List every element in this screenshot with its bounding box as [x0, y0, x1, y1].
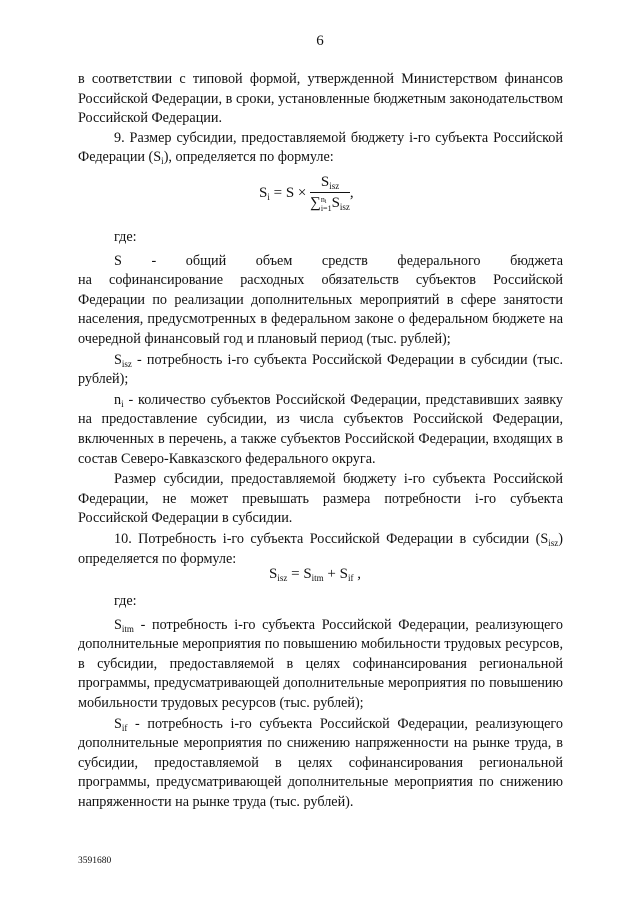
- definition-S-rest: на софинансирование расходных обязательств субъектов Российской Федерации по реализации дополнительных мероприятий в сфере занятости населения, предусмотренных в федеральном законе о федеральном бюджете на очередной финансовый год и плановый период (тыс. рублей);: [78, 272, 563, 347]
- definition-text: - потребность i-го субъекта Российской Федерации, реализующего дополнительные мероприятия по снижению напряженности на рынке труда, в субсидии, предоставляемой в целях софинансирования региональной программы, предусматривающей дополнительные мероприятия по снижению напряженности на рынке труда (тыс. рублей).: [78, 715, 563, 810]
- sum-upper: [321, 195, 332, 204]
- text-block-definitions: [78, 228, 563, 569]
- definition-text: - потребность i-го субъекта Российской Федерации в субсидии (тыс. рублей);: [78, 351, 563, 388]
- sum-lower: i=1: [320, 203, 332, 213]
- text-block-bottom: [78, 592, 563, 813]
- numerator-symbol: S: [320, 174, 330, 190]
- denominator-symbol: S: [331, 195, 340, 211]
- formula-symbol: S: [259, 184, 268, 201]
- subscript: isz: [121, 358, 132, 369]
- paragraph-continuation: в соответствии с типовой формой, утвержденной Министерством финансов Российской Федерации, в сроки, установленные бюджетным законодательством Российской Федерации.: [78, 71, 563, 127]
- formula-symbol: S: [303, 566, 312, 582]
- formula-need: [269, 566, 361, 583]
- definition-text: - количество субъектов Российской Федерации, представивших заявку на предоставление субсидии, из числа субъектов Российской Федерации, включенных в перечень, а также субъектов Российской Федерации, входящих в состав Северо-Кавказского федерального округа.: [78, 391, 563, 467]
- formula-fraction: [310, 174, 350, 213]
- symbol: S: [114, 715, 122, 732]
- formula-operator: = S ×: [269, 184, 311, 201]
- symbol: S: [114, 616, 122, 633]
- document-code: 3591680: [78, 856, 112, 866]
- definition-Sif: [78, 715, 563, 813]
- formula-subsidy: [259, 174, 354, 213]
- subscript: isz: [548, 537, 559, 548]
- formula-comma: ,: [353, 566, 361, 582]
- formula-subscript: if: [347, 573, 354, 583]
- where-label-2: где:: [114, 593, 137, 609]
- symbol: n: [114, 391, 122, 408]
- definition-ni: [78, 391, 563, 469]
- fraction-numerator: [310, 174, 350, 193]
- formula-operator: =: [287, 566, 304, 582]
- formula-symbol: S: [269, 566, 278, 582]
- paragraph-9: [78, 129, 563, 168]
- paragraph-10-text: 10. Потребность i-го субъекта Российской Федерации в субсидии (S: [114, 530, 549, 547]
- formula-subscript: isz: [277, 573, 288, 583]
- definition-S-lead: S - общий объем средств федерального бюджета: [114, 252, 563, 269]
- definition-Sisz: [78, 351, 563, 390]
- sum-limits: [321, 195, 332, 213]
- definition-Sitm: [78, 616, 563, 714]
- formula-subscript: i: [267, 191, 270, 202]
- text-block-top: [78, 70, 563, 168]
- formula-symbol: S: [339, 566, 348, 582]
- paragraph-limit: Размер субсидии, предоставляемой бюджету i-го субъекта Российской Федерации, не может превышать размера потребности i-го субъекта Российской Федерации в субсидии.: [78, 471, 563, 527]
- formula-subscript: itm: [311, 573, 324, 583]
- fraction-denominator: [310, 193, 350, 213]
- definition-text: - потребность i-го субъекта Российской Федерации, реализующего дополнительные мероприятия по повышению мобильности трудовых ресурсов, в субсидии, предоставляемой в целях софинансирования региональной программы, предусматривающей дополнительные мероприятия по повышению мобильности трудовых ресурсов (тыс. рублей);: [78, 616, 563, 711]
- formula-comma: ,: [349, 184, 354, 201]
- symbol: S: [114, 351, 122, 368]
- subscript: i: [161, 156, 164, 167]
- formula-operator: +: [323, 566, 340, 582]
- upper-limit-sub: i: [324, 198, 327, 205]
- upper-limit: n: [320, 194, 325, 204]
- paragraph-10-text-end: ) определяется по формуле:: [78, 530, 563, 567]
- subscript: i: [121, 398, 124, 409]
- page-number: 6: [316, 33, 324, 49]
- paragraph-10: [78, 530, 563, 569]
- sum-sign: ∑: [310, 195, 321, 211]
- subscript: if: [121, 722, 128, 733]
- denominator-subscript: isz: [339, 202, 350, 212]
- paragraph-9-text: 9. Размер субсидии, предоставляемой бюджету i-го субъекта Российской Федерации (S: [78, 129, 563, 166]
- numerator-subscript: isz: [329, 181, 340, 191]
- subscript: itm: [121, 623, 134, 634]
- where-label-1: где:: [114, 229, 137, 245]
- paragraph-9-text-end: ), определяется по формуле:: [163, 149, 334, 166]
